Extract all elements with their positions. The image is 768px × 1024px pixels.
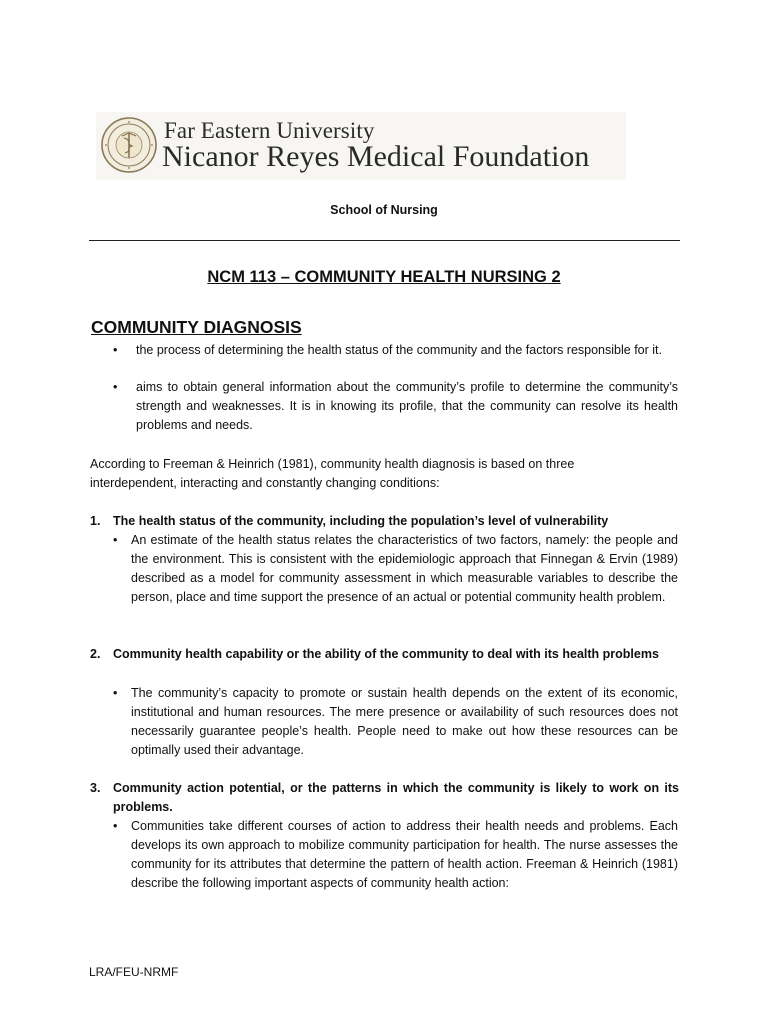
condition-number: 3. bbox=[90, 781, 101, 795]
letterhead bbox=[96, 112, 626, 180]
definition-bullet: the process of determining the health status of the community and the factors responsible for it. bbox=[136, 343, 662, 357]
definition-bullet: aims to obtain general information about the community’s profile to determine the community’s strength and weaknesses. It is in knowing its profile, that the community can resolve its health problems and needs. bbox=[136, 380, 678, 432]
condition-detail: Communities take different courses of action to address their health needs and problems. Each develops its own approach to mobilize community participation for health. The nurse assesses the community for its attributes that determine the pattern of health action. Freeman & Heinrich (1981) describe the following important aspects of community health action: bbox=[131, 819, 678, 890]
bullet-icon: • bbox=[113, 533, 118, 547]
condition-detail: An estimate of the health status relates the characteristics of two factors, namely: the people and the environment. This is consistent with the epidemiologic approach that Finnegan & Ervin (1989) described as a model for community assessment in which measurable variables to describe the person, place and time support the presence of an actual or potential community health problem. bbox=[131, 533, 678, 604]
condition-number: 1. bbox=[90, 514, 101, 528]
course-title: NCM 113 – COMMUNITY HEALTH NURSING 2 bbox=[207, 268, 561, 286]
condition-title: Community action potential, or the patterns in which the community is likely to work on its problems. bbox=[113, 781, 679, 814]
school-name: School of Nursing bbox=[330, 203, 438, 217]
intro-paragraph: According to Freeman & Heinrich (1981), community health diagnosis is based on three interdependent, interacting and constantly changing conditions: bbox=[90, 457, 575, 490]
condition-number: 2. bbox=[90, 647, 101, 661]
bullet-icon: • bbox=[113, 819, 118, 833]
bullet-icon: • bbox=[113, 380, 118, 394]
university-seal-icon bbox=[100, 116, 158, 174]
header-divider bbox=[89, 240, 680, 241]
bullet-icon: • bbox=[113, 343, 118, 357]
condition-title: The health status of the community, including the population’s level of vulnerability bbox=[113, 514, 609, 528]
section-heading: COMMUNITY DIAGNOSIS bbox=[91, 317, 302, 337]
condition-detail: The community’s capacity to promote or sustain health depends on the extent of its economic, institutional and human resources. The mere presence or availability of such resources does not necessarily guarantee people’s health. People need to make out how these resources can be optimally used their advantage. bbox=[131, 686, 678, 757]
footer-code: LRA/FEU-NRMF bbox=[89, 965, 179, 979]
bullet-icon: • bbox=[113, 686, 118, 700]
condition-title: Community health capability or the ability of the community to deal with its health problems bbox=[113, 647, 659, 661]
foundation-name: Nicanor Reyes Medical Foundation bbox=[162, 140, 590, 173]
university-name: Far Eastern University bbox=[164, 118, 375, 143]
